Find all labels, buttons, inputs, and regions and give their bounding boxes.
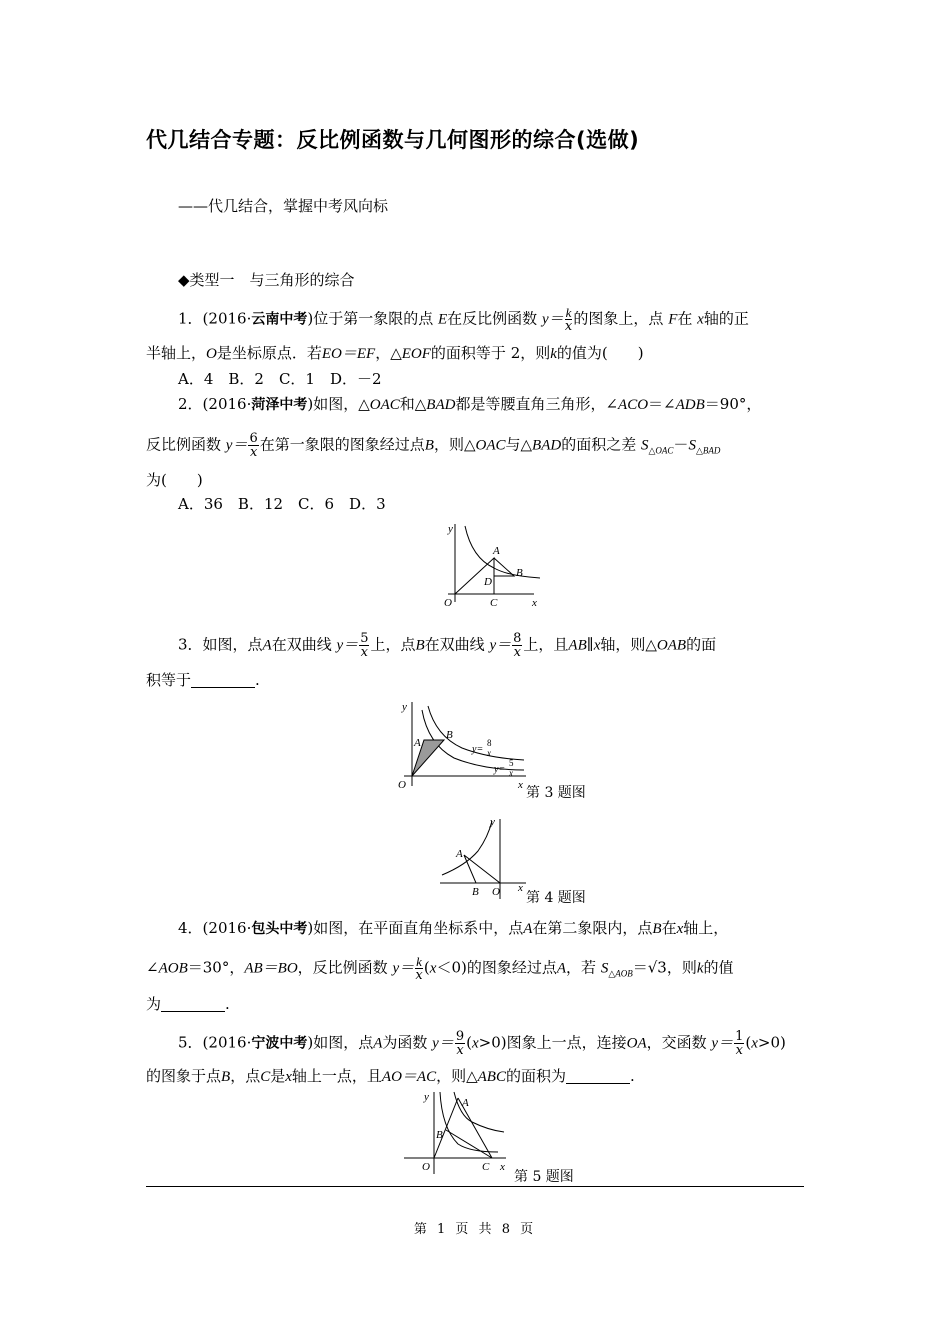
fig4-triangle-aob — [464, 855, 500, 883]
section-heading: ◆类型一 与三角形的综合 — [178, 271, 355, 289]
q1-line2: 半轴上，O是坐标原点．若EO＝EF，△EOF的面积等于 2，则k的值为( ) — [146, 344, 644, 362]
fraction-k-over-x-2: $\frac{k}{x}$ — [415, 954, 423, 983]
fig5-label-b: B — [436, 1129, 443, 1141]
q4-line3: 为 . — [146, 995, 230, 1013]
fig2-label-b: B — [516, 567, 523, 579]
q2-line3: 为( ) — [146, 471, 203, 489]
fig5-segment-oa — [434, 1098, 458, 1158]
fig5-label-c: C — [482, 1161, 490, 1173]
q3-line1: 3．如图，点A在双曲线 y＝ $\frac{5}{x}$ 上，点B在双曲线 y＝ $\frac{8}{x}$ 上，且AB∥x轴，则△OAB的面 — [178, 631, 717, 660]
page-title: 代几结合专题：反比例函数与几何图形的综合(选做) — [146, 128, 640, 152]
fig5-label-a: A — [462, 1097, 469, 1109]
q3-line2: 积等于 . — [146, 671, 260, 689]
answer-blank[interactable] — [191, 673, 255, 688]
q5-line1: 5．(2016·宁波中考)如图，点A为函数 y＝ $\frac{9}{x}$ (x>0)图象上一点，连接OA，交函数 y＝ $\frac{1}{x}$ (x>0) — [178, 1029, 786, 1058]
fig2-label-x: x — [532, 597, 537, 609]
q4-line2: ∠AOB＝30°，AB＝BO，反比例函数 y＝ $\frac{k}{x}$ (x＜0)的图象经过点A，若 $S_{\triangle AOB}=√3$，则k的值 — [146, 954, 734, 983]
fig3-eq5-y: y= — [494, 764, 506, 775]
fig2-label-y: y — [448, 523, 453, 535]
fig3-eq8-y: y= — [472, 744, 484, 755]
fig4-label-y: y — [490, 816, 495, 828]
footer-divider — [146, 1186, 804, 1187]
fig3-label-y: y — [402, 701, 407, 713]
figure-q5 — [400, 1088, 512, 1176]
fig3-label-o: O — [398, 779, 406, 791]
figure-q2 — [436, 518, 546, 610]
q4-line1: 4．(2016·包头中考)如图，在平面直角坐标系中，点A在第二象限内，点B在x轴上， — [178, 919, 729, 937]
fig3-label-x: x — [518, 779, 523, 791]
fig4-label-b: B — [472, 886, 479, 898]
fig3-eq5-den: x — [509, 768, 513, 778]
figure-q5-caption: 第 5 题图 — [514, 1169, 574, 1185]
fig3-eq8-den: x — [487, 748, 491, 758]
page-number: 第 1 页 共 8 页 — [413, 1222, 537, 1237]
fig2-label-d: D — [484, 576, 492, 588]
fraction-1-over-x: $\frac{1}{x}$ — [735, 1029, 744, 1058]
figure-q4 — [436, 815, 532, 901]
fig4-label-x: x — [518, 882, 523, 894]
fig2-label-o: O — [444, 597, 452, 609]
fig5-label-y: y — [424, 1091, 429, 1103]
figure-q4-caption: 第 4 题图 — [526, 890, 586, 906]
fig5-label-o: O — [422, 1161, 430, 1173]
fraction-k-over-x: $\frac{k}{x}$ — [564, 305, 573, 334]
fraction-8-over-x: $\frac{8}{x}$ — [513, 631, 522, 660]
fig4-label-a: A — [456, 848, 463, 860]
fig4-hyperbola — [442, 821, 492, 875]
figure-q3-caption: 第 3 题图 — [526, 785, 586, 801]
q2-line2: 反比例函数 y＝ $\frac{6}{x}$ 在第一象限的图象经过点B，则△OAC与△BAD的面积之差 $S_{\triangle OAC}-S_{\triangle BAD}$ — [146, 431, 721, 460]
fig2-hyperbola — [465, 526, 540, 578]
fig3-label-a: A — [414, 737, 421, 749]
fig3-eq8-num: 8 — [487, 738, 492, 748]
fraction-5-over-x: $\frac{5}{x}$ — [360, 631, 369, 660]
fig2-label-a: A — [493, 545, 500, 557]
q1-options: A．4 B．2 C．1 D．－2 — [178, 370, 382, 388]
figure-q3 — [392, 696, 532, 792]
fig4-label-o: O — [492, 886, 500, 898]
fraction-6-over-x: $\frac{6}{x}$ — [249, 431, 258, 460]
fig5-segment-bc — [446, 1130, 492, 1158]
q2-options: A．36 B．12 C．6 D．3 — [178, 495, 386, 513]
fig5-label-x: x — [500, 1161, 505, 1173]
answer-blank[interactable] — [566, 1069, 630, 1084]
q2-line1: 2．(2016·菏泽中考)如图，△OAC和△BAD都是等腰直角三角形，∠ACO＝∠ADB＝90°， — [178, 395, 762, 413]
fraction-9-over-x: $\frac{9}{x}$ — [455, 1029, 465, 1058]
q1-line1: 1．(2016·云南中考)位于第一象限的点 E在反比例函数 y＝ $\frac{k}{x}$ 的图象上，点 F在 x轴的正 — [178, 305, 749, 334]
fig3-eq5-num: 5 — [509, 758, 514, 768]
fig2-triangle-bad — [494, 558, 514, 576]
q5-line2: 的图象于点B，点C是x轴上一点，且AO＝AC，则△ABC的面积为 . — [146, 1067, 635, 1085]
fig2-label-c: C — [490, 597, 498, 609]
answer-blank[interactable] — [161, 997, 225, 1012]
subtitle: ——代几结合，掌握中考风向标 — [178, 197, 389, 215]
fig3-label-b: B — [446, 729, 453, 741]
